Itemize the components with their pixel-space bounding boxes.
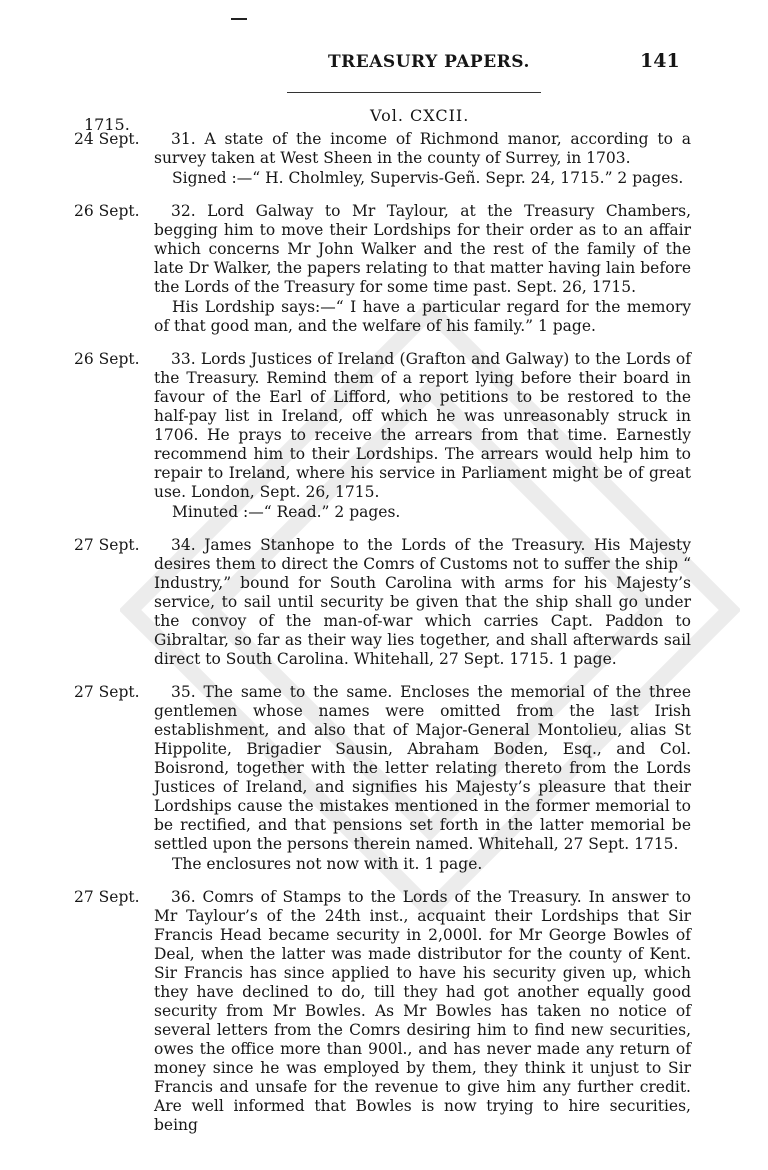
entry-date: 26 Sept. xyxy=(74,350,140,368)
running-title: TREASURY PAPERS. xyxy=(328,52,530,72)
entry-text: 35. The same to the same. Encloses the memorial of the three gentlemen whose names were omitted from the last Irish establishment, and also that of Major-General Montolieu, alias St Hippolite, Brigadier Sausin, Abraham Boden, Esq., and Col. Boisrond, together with the letter relating thereto from the Lords Justices of Ireland, and signifies his Majesty’s pleasure that their Lordships cause the mistakes mentioned in the former memorial to be rectified, and that pensions set forth in the latter memorial be settled upon the persons therein named. Whitehall, 27 Sept. 1715. xyxy=(154,683,691,853)
list-item xyxy=(0,202,691,336)
entry-date: 24 Sept. xyxy=(74,130,140,148)
list-item xyxy=(0,536,691,669)
header-rule xyxy=(287,92,541,93)
entry-date: 26 Sept. xyxy=(74,202,140,220)
entry-text: 33. Lords Justices of Ireland (Grafton and Galway) to the Lords of the Treasury. Remind them of a report lying before their board in favour of the Earl of Lifford, who petitions to be restored to the half-pay list in Ireland, off which he was unreasonably struck in 1706. He prays to receive the arrears from that time. Earnestly recommend him to their Lordships. The arrears would help him to repair to Ireland, where his service in Parliament might be of great use. London, Sept. 26, 1715. xyxy=(154,350,691,501)
top-tick-mark xyxy=(231,18,247,20)
page-number: 141 xyxy=(640,50,680,72)
entry-text: 34. James Stanhope to the Lords of the Treasury. His Majesty desires them to direct the Comrs of Customs not to suffer the ship “ Industry,” bound for South Carolina with arms for his Majesty’s service, to sail until security be given that the ship shall go under the convoy of the man-of-war which carries Capt. Paddon to Gibraltar, so far as their way lies together, and shall afterwards sail direct to South Carolina. Whitehall, 27 Sept. 1715. 1 page. xyxy=(154,536,691,668)
entry-text: 36. Comrs of Stamps to the Lords of the Treasury. In answer to Mr Taylour’s of the 24th inst., acquaint their Lordships that Sir Francis Head became security in 2,000l. for Mr George Bowles of Deal, when the latter was made distributor for the county of Kent. Sir Francis has since applied to have his security given up, which they have declined to do, till they had got another equally good security from Mr Bowles. As Mr Bowles has taken no notice of several letters from the Comrs desiring him to find new securities, owes the office more than 900l., and has never made any return of money since he was employed by them, they think it unjust to Sir Francis and unsafe for the revenue to give him any further credit. Are well informed that Bowles is now trying to hire securities, being xyxy=(154,888,691,1134)
entry-note: His Lordship says:—“ I have a particular regard for the memory of that good man, and the welfare of his family.” 1 page. xyxy=(154,298,691,335)
list-item xyxy=(0,350,691,522)
year-label: 1715. xyxy=(84,115,130,134)
entry-note: Minuted :—“ Read.” 2 pages. xyxy=(172,503,401,521)
entry-date: 27 Sept. xyxy=(74,683,140,701)
entry-text: 32. Lord Galway to Mr Taylour, at the Treasury Chambers, begging him to move their Lordships for their order as to an affair which concerns Mr John Walker and the rest of the family of the late Dr Walker, the papers relating to that matter having lain before the Lords of the Treasury for some time past. Sept. 26, 1715. xyxy=(154,202,691,296)
entry-note: Signed :—“ H. Cholmley, Supervis-Geñ. Sepr. 24, 1715.” 2 pages. xyxy=(172,169,684,187)
entries-list xyxy=(0,130,768,1149)
entry-note: The enclosures not now with it. 1 page. xyxy=(172,855,483,873)
list-item xyxy=(0,130,691,188)
entry-text: 31. A state of the income of Richmond manor, according to a survey taken at West Sheen in the county of Surrey, in 1703. xyxy=(154,130,691,167)
running-header xyxy=(0,52,768,82)
volume-heading: Vol. CXCII. xyxy=(370,106,470,125)
list-item xyxy=(0,683,691,874)
entry-date: 27 Sept. xyxy=(74,888,140,906)
entry-date: 27 Sept. xyxy=(74,536,140,554)
list-item xyxy=(0,888,691,1135)
